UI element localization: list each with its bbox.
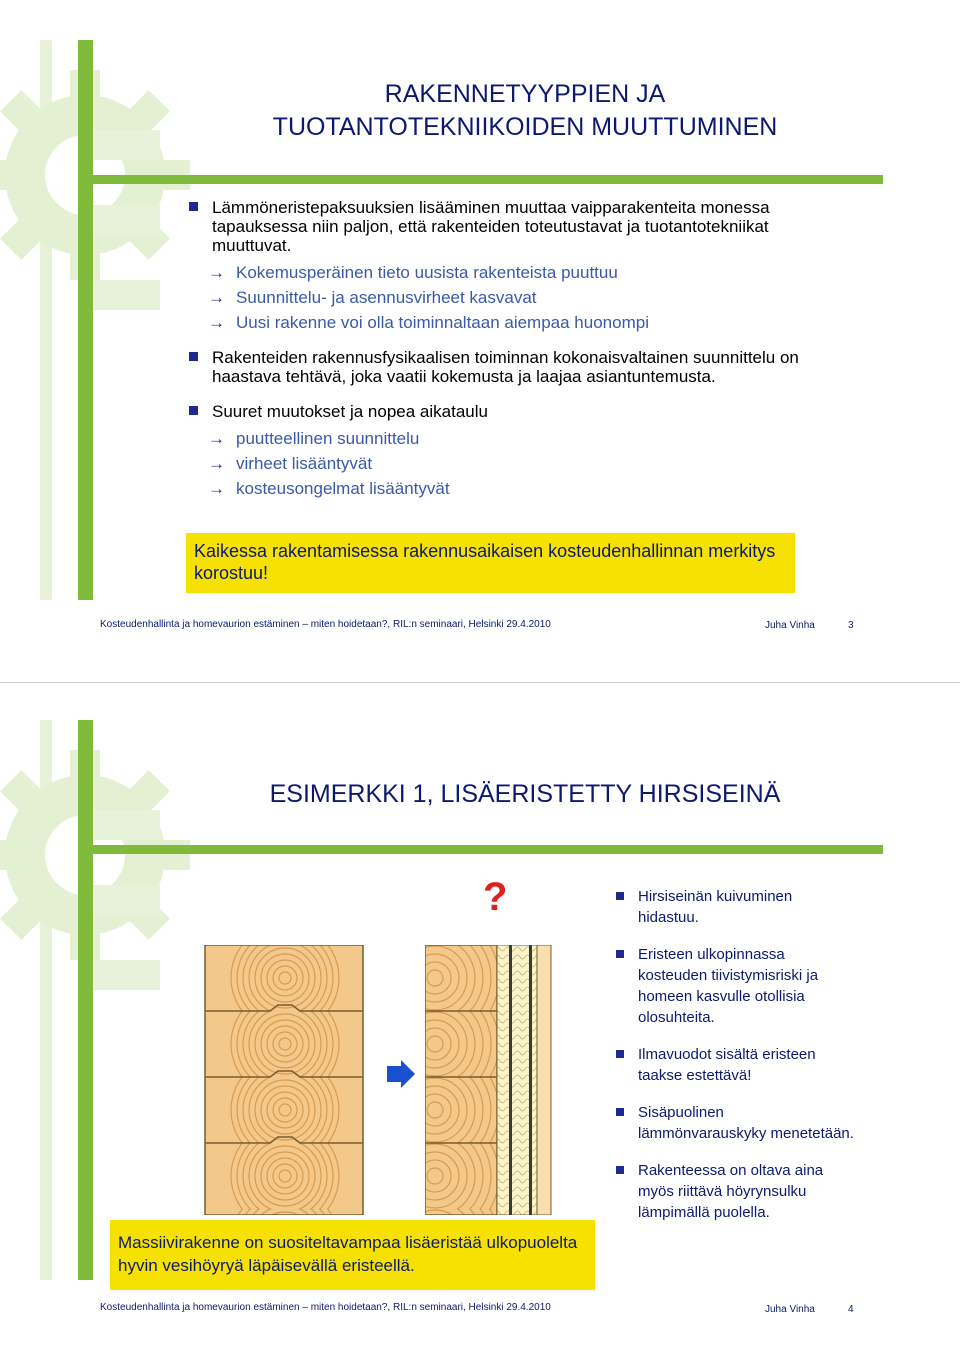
- sub-bullet-text: puutteellinen suunnittelu: [236, 429, 420, 448]
- bullet-text: Lämmöneristepaksuuksien lisääminen muuttaa vaipparakenteita monessa tapauksessa niin paljon, että rakenteiden toteutustavat ja tuotantotekniikat muuttuvat.: [212, 198, 770, 255]
- bullet-item: [614, 1160, 854, 1223]
- bullet-text: Suuret muutokset ja nopea aikataulu: [212, 402, 488, 421]
- arrow-bullet-icon: →: [208, 454, 225, 473]
- slide-title: ESIMERKKI 1, LISÄERISTETTY HIRSISEINÄ: [269, 780, 781, 808]
- decor-bar-green: [78, 40, 93, 600]
- decor-bar-green: [78, 720, 93, 1280]
- bullet-item: [186, 402, 836, 421]
- bullet-list: [614, 886, 854, 1239]
- bullet-item: [614, 1102, 854, 1144]
- sub-bullet: [186, 263, 836, 282]
- arrow-bullet-icon: →: [208, 313, 225, 332]
- gear-icon: [0, 730, 210, 980]
- square-bullet-icon: [616, 1050, 624, 1058]
- bullet-item: [614, 1044, 854, 1086]
- title-line: TUOTANTOTEKNIIKOIDEN MUUTTUMINEN: [272, 113, 778, 141]
- sub-bullet-text: Kokemusperäinen tieto uusista rakenteista puuttuu: [236, 263, 618, 282]
- sub-bullet-text: Uusi rakenne voi olla toiminnaltaan aiempaa huonompi: [236, 313, 649, 332]
- slide-title: [200, 78, 850, 144]
- square-bullet-icon: [189, 352, 198, 361]
- question-mark: ?: [483, 875, 508, 919]
- bullet-text: Sisäpuolinen lämmönvarauskyky menetetään.: [638, 1104, 854, 1142]
- arrow-bullet-icon: →: [208, 429, 225, 448]
- square-bullet-icon: [189, 406, 198, 415]
- author-name: Juha Vinha: [765, 1304, 815, 1315]
- title-line: RAKENNETYYPPIEN JA: [384, 80, 666, 108]
- bullet-text: Ilmavuodot sisältä eristeen taakse estettävä!: [638, 1046, 816, 1084]
- bullet-text: Rakenteiden rakennusfysikaalisen toiminnan kokonaisvaltainen suunnittelu on haastava tehtävä, joka vaatii kokemusta ja laajaa asiantuntemusta.: [212, 348, 799, 386]
- log-wall-illustration: [200, 945, 370, 1215]
- bullet-text: Hirsiseinän kuivuminen hidastuu.: [638, 888, 793, 926]
- bullet-item: [186, 198, 836, 255]
- slide-4: [0, 690, 960, 1360]
- square-bullet-icon: [616, 892, 624, 900]
- insulated-log-wall-illustration: [425, 945, 595, 1215]
- bullet-text: Eristeen ulkopinnassa kosteuden tiivistymisriski ja homeen kasvulle otollisia olosuhteita.: [638, 946, 819, 1026]
- arrow-bullet-icon: →: [208, 263, 225, 282]
- sub-bullet: [186, 454, 836, 473]
- highlight-box: Kaikessa rakentamisessa rakennusaikaisen kosteudenhallinnan merkitys korostuu!: [186, 533, 795, 593]
- sub-bullet-text: Suunnittelu- ja asennusvirheet kasvavat: [236, 288, 537, 307]
- footer-text: Kosteudenhallinta ja homevaurion estäminen – miten hoidetaan?, RIL:n seminaari, Helsinki 29.4.2010: [100, 1302, 551, 1313]
- page-number: 3: [848, 620, 854, 631]
- square-bullet-icon: [189, 202, 198, 211]
- bullet-item: [186, 348, 836, 386]
- page-number: 4: [848, 1304, 854, 1315]
- bullet-list: [186, 198, 836, 504]
- author-name: Juha Vinha: [765, 620, 815, 631]
- slide-divider: [0, 682, 960, 683]
- sub-bullet: [186, 479, 836, 498]
- sub-bullet: [186, 313, 836, 332]
- sub-bullet: [186, 429, 836, 448]
- sub-bullet-text: kosteusongelmat lisääntyvät: [236, 479, 450, 498]
- slide-3: [0, 10, 960, 680]
- decor-bar-horizontal: [93, 845, 883, 854]
- bullet-text: Rakenteessa on oltava aina myös riittävä höyrynsulku lämpimällä puolella.: [638, 1162, 824, 1221]
- right-arrow-icon: [387, 1060, 415, 1088]
- square-bullet-icon: [616, 950, 624, 958]
- footer-text: Kosteudenhallinta ja homevaurion estäminen – miten hoidetaan?, RIL:n seminaari, Helsinki 29.4.2010: [100, 619, 551, 630]
- bullet-item: [614, 944, 854, 1028]
- arrow-bullet-icon: →: [208, 288, 225, 307]
- highlight-box: Massiivirakenne on suositeltavampaa lisäeristää ulkopuolelta hyvin vesihöyryä läpäisevällä eristeellä.: [110, 1220, 595, 1290]
- square-bullet-icon: [616, 1108, 624, 1116]
- sub-bullet: [186, 288, 836, 307]
- decor-bar-horizontal: [93, 175, 883, 184]
- arrow-bullet-icon: →: [208, 479, 225, 498]
- square-bullet-icon: [616, 1166, 624, 1174]
- bullet-item: [614, 886, 854, 928]
- sub-bullet-text: virheet lisääntyvät: [236, 454, 373, 473]
